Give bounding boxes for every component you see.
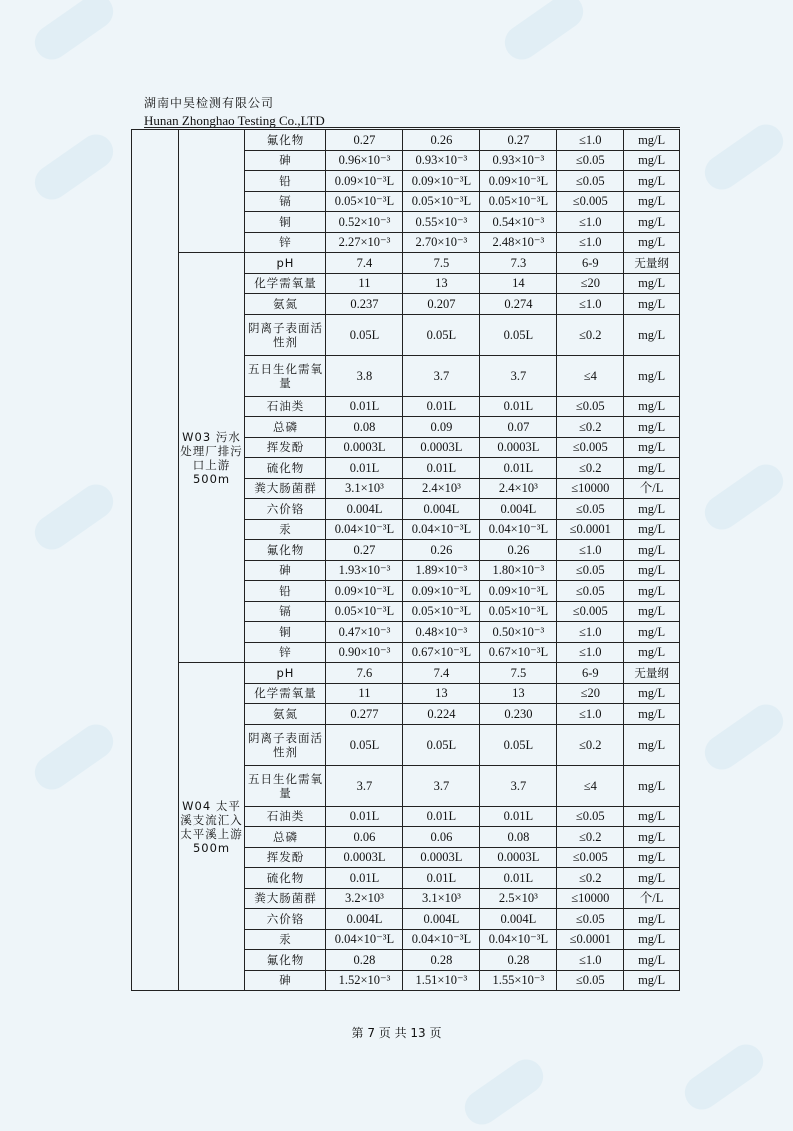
item-cell: pH (245, 663, 326, 684)
value-cell-1: 0.27 (326, 540, 403, 561)
unit-cell: mg/L (624, 499, 680, 520)
unit-cell: mg/L (624, 191, 680, 212)
value-cell-1: 7.6 (326, 663, 403, 684)
unit-cell: mg/L (624, 847, 680, 868)
item-cell: 化学需氧量 (245, 683, 326, 704)
value-cell-1: 7.4 (326, 253, 403, 274)
value-cell-1: 1.52×10⁻³ (326, 970, 403, 991)
value-cell-3: 0.01L (480, 458, 557, 479)
value-cell-2: 0.01L (403, 806, 480, 827)
standard-cell: ≤10000 (557, 888, 624, 909)
document-header (144, 94, 325, 130)
standard-cell: ≤0.2 (557, 314, 624, 355)
unit-cell: mg/L (624, 437, 680, 458)
table-row (132, 663, 680, 684)
standard-cell: ≤0.05 (557, 396, 624, 417)
unit-cell: mg/L (624, 642, 680, 663)
site-cell: W04 太平溪支流汇入太平溪上游 500m (178, 663, 245, 991)
value-cell-1: 3.7 (326, 765, 403, 806)
unit-cell: mg/L (624, 622, 680, 643)
value-cell-2: 0.48×10⁻³ (403, 622, 480, 643)
value-cell-3: 0.05L (480, 724, 557, 765)
item-cell: 锌 (245, 232, 326, 253)
standard-cell: ≤0.2 (557, 868, 624, 889)
standard-cell: ≤0.05 (557, 581, 624, 602)
standard-cell: ≤0.005 (557, 847, 624, 868)
value-cell-3: 7.3 (480, 253, 557, 274)
standard-cell: ≤0.005 (557, 601, 624, 622)
standard-cell: ≤0.0001 (557, 519, 624, 540)
value-cell-3: 3.7 (480, 355, 557, 396)
value-cell-1: 1.93×10⁻³ (326, 560, 403, 581)
standard-cell: ≤10000 (557, 478, 624, 499)
results-table (131, 129, 680, 991)
unit-cell: mg/L (624, 806, 680, 827)
value-cell-1: 0.01L (326, 396, 403, 417)
value-cell-1: 0.09×10⁻³L (326, 171, 403, 192)
unit-cell: mg/L (624, 827, 680, 848)
item-cell: 阴离子表面活性剂 (245, 314, 326, 355)
item-cell: 六价铬 (245, 499, 326, 520)
value-cell-3: 3.7 (480, 765, 557, 806)
item-cell: 镉 (245, 191, 326, 212)
standard-cell: ≤1.0 (557, 950, 624, 971)
value-cell-1: 0.27 (326, 130, 403, 151)
value-cell-2: 0.0003L (403, 437, 480, 458)
unit-cell: mg/L (624, 355, 680, 396)
value-cell-1: 0.04×10⁻³L (326, 519, 403, 540)
item-cell: 砷 (245, 150, 326, 171)
value-cell-1: 0.237 (326, 294, 403, 315)
standard-cell: ≤1.0 (557, 232, 624, 253)
value-cell-3: 0.27 (480, 130, 557, 151)
value-cell-3: 0.28 (480, 950, 557, 971)
item-cell: 汞 (245, 929, 326, 950)
value-cell-3: 2.48×10⁻³ (480, 232, 557, 253)
value-cell-1: 0.0003L (326, 437, 403, 458)
unit-cell: mg/L (624, 212, 680, 233)
item-cell: 总磷 (245, 417, 326, 438)
value-cell-2: 0.05L (403, 314, 480, 355)
standard-cell: ≤0.2 (557, 827, 624, 848)
standard-cell: ≤4 (557, 355, 624, 396)
standard-cell: ≤0.05 (557, 171, 624, 192)
category-column-cell (132, 130, 179, 991)
item-cell: 锌 (245, 642, 326, 663)
value-cell-3: 0.05×10⁻³L (480, 191, 557, 212)
value-cell-3: 0.004L (480, 909, 557, 930)
unit-cell: mg/L (624, 581, 680, 602)
value-cell-3: 0.08 (480, 827, 557, 848)
company-name-en: Hunan Zhonghao Testing Co.,LTD (144, 113, 325, 128)
value-cell-1: 0.0003L (326, 847, 403, 868)
standard-cell: ≤0.05 (557, 806, 624, 827)
value-cell-2: 0.55×10⁻³ (403, 212, 480, 233)
unit-cell: mg/L (624, 458, 680, 479)
standard-cell: ≤20 (557, 683, 624, 704)
item-cell: 阴离子表面活性剂 (245, 724, 326, 765)
unit-cell: mg/L (624, 970, 680, 991)
value-cell-2: 7.5 (403, 253, 480, 274)
standard-cell: ≤0.05 (557, 499, 624, 520)
unit-cell: 个/L (624, 888, 680, 909)
value-cell-3: 14 (480, 273, 557, 294)
value-cell-3: 0.004L (480, 499, 557, 520)
standard-cell: ≤0.05 (557, 970, 624, 991)
value-cell-3: 1.80×10⁻³ (480, 560, 557, 581)
item-cell: 硫化物 (245, 458, 326, 479)
value-cell-1: 11 (326, 273, 403, 294)
value-cell-1: 0.01L (326, 868, 403, 889)
standard-cell: ≤1.0 (557, 212, 624, 233)
item-cell: pH (245, 253, 326, 274)
item-cell: 石油类 (245, 806, 326, 827)
site-cell (178, 130, 245, 253)
value-cell-3: 2.4×10³ (480, 478, 557, 499)
value-cell-2: 0.0003L (403, 847, 480, 868)
value-cell-1: 0.01L (326, 806, 403, 827)
item-cell: 汞 (245, 519, 326, 540)
value-cell-1: 0.09×10⁻³L (326, 581, 403, 602)
unit-cell: 个/L (624, 478, 680, 499)
value-cell-2: 0.04×10⁻³L (403, 519, 480, 540)
item-cell: 挥发酚 (245, 847, 326, 868)
value-cell-2: 3.7 (403, 765, 480, 806)
item-cell: 硫化物 (245, 868, 326, 889)
unit-cell: mg/L (624, 519, 680, 540)
standard-cell: ≤0.2 (557, 417, 624, 438)
unit-cell: mg/L (624, 724, 680, 765)
value-cell-3: 7.5 (480, 663, 557, 684)
standard-cell: ≤4 (557, 765, 624, 806)
standard-cell: 6-9 (557, 663, 624, 684)
value-cell-1: 0.05×10⁻³L (326, 601, 403, 622)
item-cell: 氟化物 (245, 130, 326, 151)
value-cell-1: 0.52×10⁻³ (326, 212, 403, 233)
value-cell-1: 0.05L (326, 314, 403, 355)
standard-cell: ≤1.0 (557, 294, 624, 315)
value-cell-3: 1.55×10⁻³ (480, 970, 557, 991)
value-cell-2: 0.01L (403, 868, 480, 889)
unit-cell: mg/L (624, 929, 680, 950)
standard-cell: ≤1.0 (557, 622, 624, 643)
value-cell-3: 0.05L (480, 314, 557, 355)
value-cell-3: 0.01L (480, 396, 557, 417)
value-cell-3: 0.05×10⁻³L (480, 601, 557, 622)
value-cell-2: 0.04×10⁻³L (403, 929, 480, 950)
unit-cell: mg/L (624, 950, 680, 971)
site-cell: W03 污水处理厂排污口上游 500m (178, 253, 245, 663)
value-cell-1: 3.1×10³ (326, 478, 403, 499)
standard-cell: ≤0.05 (557, 150, 624, 171)
value-cell-3: 0.09×10⁻³L (480, 581, 557, 602)
value-cell-3: 0.0003L (480, 437, 557, 458)
value-cell-2: 0.004L (403, 499, 480, 520)
value-cell-3: 0.01L (480, 868, 557, 889)
value-cell-2: 1.51×10⁻³ (403, 970, 480, 991)
value-cell-3: 0.04×10⁻³L (480, 929, 557, 950)
unit-cell: mg/L (624, 540, 680, 561)
value-cell-1: 0.90×10⁻³ (326, 642, 403, 663)
value-cell-2: 1.89×10⁻³ (403, 560, 480, 581)
unit-cell: mg/L (624, 683, 680, 704)
unit-cell: 无量纲 (624, 253, 680, 274)
company-name-cn: 湖南中昊检测有限公司 (144, 96, 275, 110)
value-cell-2: 0.93×10⁻³ (403, 150, 480, 171)
item-cell: 石油类 (245, 396, 326, 417)
value-cell-3: 13 (480, 683, 557, 704)
value-cell-2: 3.1×10³ (403, 888, 480, 909)
value-cell-1: 0.28 (326, 950, 403, 971)
value-cell-3: 0.93×10⁻³ (480, 150, 557, 171)
standard-cell: ≤0.05 (557, 560, 624, 581)
unit-cell: mg/L (624, 273, 680, 294)
value-cell-1: 0.47×10⁻³ (326, 622, 403, 643)
item-cell: 铜 (245, 212, 326, 233)
value-cell-3: 2.5×10³ (480, 888, 557, 909)
item-cell: 五日生化需氧量 (245, 355, 326, 396)
value-cell-1: 0.96×10⁻³ (326, 150, 403, 171)
value-cell-2: 2.70×10⁻³ (403, 232, 480, 253)
value-cell-2: 0.28 (403, 950, 480, 971)
value-cell-2: 0.05L (403, 724, 480, 765)
value-cell-2: 0.207 (403, 294, 480, 315)
standard-cell: ≤1.0 (557, 704, 624, 725)
item-cell: 氨氮 (245, 294, 326, 315)
unit-cell: mg/L (624, 909, 680, 930)
value-cell-1: 0.004L (326, 499, 403, 520)
value-cell-2: 0.09×10⁻³L (403, 171, 480, 192)
standard-cell: ≤0.005 (557, 437, 624, 458)
page-number: 第 7 页 共 13 页 (351, 1026, 442, 1040)
value-cell-3: 0.230 (480, 704, 557, 725)
value-cell-3: 0.01L (480, 806, 557, 827)
value-cell-3: 0.26 (480, 540, 557, 561)
standard-cell: ≤1.0 (557, 540, 624, 561)
value-cell-1: 0.05×10⁻³L (326, 191, 403, 212)
value-cell-3: 0.54×10⁻³ (480, 212, 557, 233)
item-cell: 化学需氧量 (245, 273, 326, 294)
results-table-body (132, 130, 680, 991)
unit-cell: mg/L (624, 704, 680, 725)
unit-cell: mg/L (624, 130, 680, 151)
item-cell: 总磷 (245, 827, 326, 848)
standard-cell: ≤20 (557, 273, 624, 294)
value-cell-2: 0.06 (403, 827, 480, 848)
value-cell-2: 0.01L (403, 458, 480, 479)
value-cell-2: 0.09 (403, 417, 480, 438)
unit-cell: mg/L (624, 417, 680, 438)
value-cell-1: 0.08 (326, 417, 403, 438)
value-cell-1: 2.27×10⁻³ (326, 232, 403, 253)
standard-cell: ≤0.2 (557, 724, 624, 765)
value-cell-2: 0.26 (403, 540, 480, 561)
standard-cell: ≤0.2 (557, 458, 624, 479)
standard-cell: ≤1.0 (557, 130, 624, 151)
value-cell-2: 2.4×10³ (403, 478, 480, 499)
value-cell-2: 0.01L (403, 396, 480, 417)
value-cell-1: 0.277 (326, 704, 403, 725)
unit-cell: mg/L (624, 560, 680, 581)
value-cell-3: 0.09×10⁻³L (480, 171, 557, 192)
standard-cell: ≤0.005 (557, 191, 624, 212)
item-cell: 铅 (245, 581, 326, 602)
item-cell: 铅 (245, 171, 326, 192)
unit-cell: mg/L (624, 601, 680, 622)
header-rule (144, 127, 680, 128)
value-cell-3: 0.50×10⁻³ (480, 622, 557, 643)
item-cell: 砷 (245, 560, 326, 581)
value-cell-2: 13 (403, 683, 480, 704)
item-cell: 镉 (245, 601, 326, 622)
item-cell: 氟化物 (245, 540, 326, 561)
item-cell: 五日生化需氧量 (245, 765, 326, 806)
value-cell-2: 0.004L (403, 909, 480, 930)
unit-cell: mg/L (624, 396, 680, 417)
value-cell-3: 0.04×10⁻³L (480, 519, 557, 540)
value-cell-2: 13 (403, 273, 480, 294)
value-cell-3: 0.0003L (480, 847, 557, 868)
table-row (132, 253, 680, 274)
standard-cell: ≤1.0 (557, 642, 624, 663)
standard-cell: 6-9 (557, 253, 624, 274)
value-cell-1: 0.04×10⁻³L (326, 929, 403, 950)
item-cell: 铜 (245, 622, 326, 643)
value-cell-2: 0.26 (403, 130, 480, 151)
value-cell-2: 0.67×10⁻³L (403, 642, 480, 663)
item-cell: 挥发酚 (245, 437, 326, 458)
unit-cell: mg/L (624, 314, 680, 355)
item-cell: 粪大肠菌群 (245, 478, 326, 499)
value-cell-3: 0.07 (480, 417, 557, 438)
unit-cell: mg/L (624, 868, 680, 889)
unit-cell: mg/L (624, 150, 680, 171)
value-cell-1: 0.05L (326, 724, 403, 765)
unit-cell: mg/L (624, 294, 680, 315)
value-cell-1: 0.06 (326, 827, 403, 848)
standard-cell: ≤0.0001 (557, 929, 624, 950)
value-cell-1: 0.004L (326, 909, 403, 930)
value-cell-3: 0.274 (480, 294, 557, 315)
value-cell-2: 3.7 (403, 355, 480, 396)
table-row (132, 130, 680, 151)
value-cell-2: 0.05×10⁻³L (403, 601, 480, 622)
value-cell-2: 0.05×10⁻³L (403, 191, 480, 212)
item-cell: 粪大肠菌群 (245, 888, 326, 909)
value-cell-1: 11 (326, 683, 403, 704)
value-cell-2: 0.224 (403, 704, 480, 725)
unit-cell: mg/L (624, 171, 680, 192)
item-cell: 砷 (245, 970, 326, 991)
item-cell: 氨氮 (245, 704, 326, 725)
standard-cell: ≤0.05 (557, 909, 624, 930)
value-cell-2: 0.09×10⁻³L (403, 581, 480, 602)
value-cell-2: 7.4 (403, 663, 480, 684)
value-cell-1: 0.01L (326, 458, 403, 479)
item-cell: 六价铬 (245, 909, 326, 930)
value-cell-1: 3.2×10³ (326, 888, 403, 909)
value-cell-1: 3.8 (326, 355, 403, 396)
unit-cell: mg/L (624, 765, 680, 806)
value-cell-3: 0.67×10⁻³L (480, 642, 557, 663)
item-cell: 氟化物 (245, 950, 326, 971)
unit-cell: mg/L (624, 232, 680, 253)
unit-cell: 无量纲 (624, 663, 680, 684)
